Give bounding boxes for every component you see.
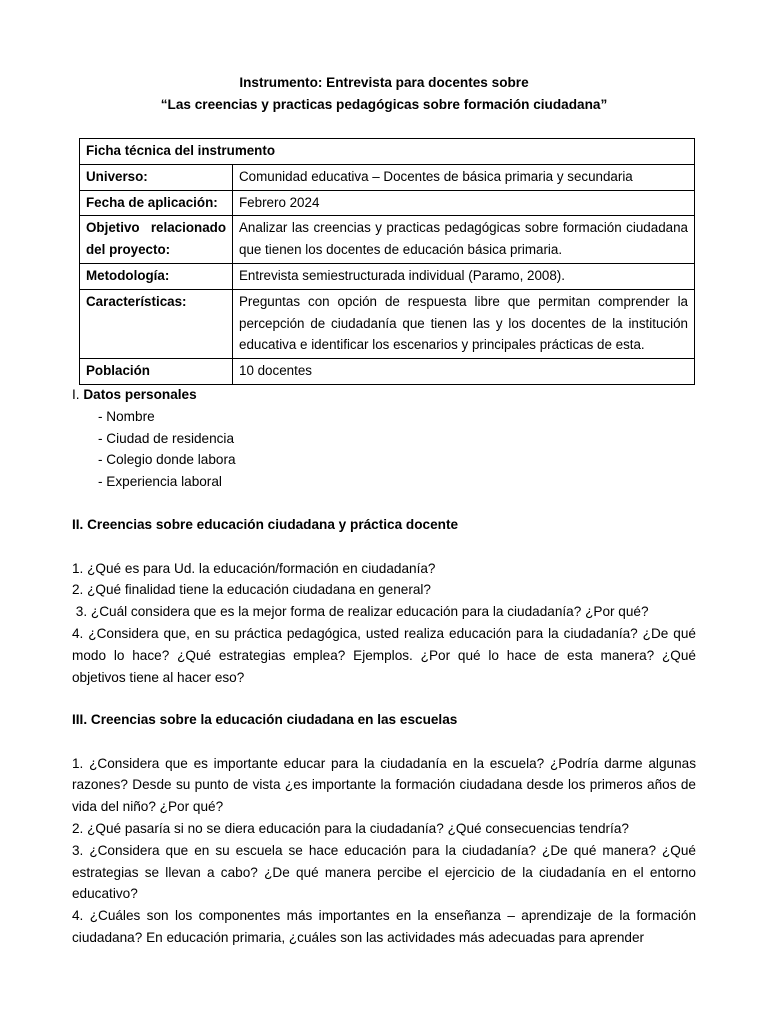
row-value: Analizar las creencias y practicas pedagógicas sobre formación ciudadana que tienen los docentes de educación básica primaria. xyxy=(233,216,695,264)
section-heading xyxy=(72,384,696,406)
question-item: 2. ¿Qué finalidad tiene la educación ciudadana en general? xyxy=(72,582,431,598)
row-label: Características: xyxy=(80,289,233,358)
question-item: 3. ¿Considera que en su escuela se hace educación para la ciudadanía? ¿De qué manera? ¿Qué estrategias se llevan a cabo? ¿De qué manera percibe el ejercicio de la ciudadanía en el entorno educativo? xyxy=(72,842,696,902)
question-item: 2. ¿Qué pasaría si no se diera educación para la ciudadanía? ¿Qué consecuencias tendría? xyxy=(72,820,629,836)
list-item: - Nombre xyxy=(98,408,155,424)
question-item: 4. ¿Considera que, en su práctica pedagógica, usted realiza educación para la ciudadanía? ¿De qué modo lo hace? ¿Qué estrategias emplea? Ejemplos. ¿Por qué lo hace de esta manera? ¿Qué objetivos tiene al hacer eso? xyxy=(72,625,696,685)
row-value: Entrevista semiestructurada individual (Paramo, 2008). xyxy=(233,263,695,289)
row-label: Metodología: xyxy=(80,263,233,289)
table-row xyxy=(80,263,695,289)
table-row xyxy=(80,359,695,385)
list-item: - Colegio donde labora xyxy=(98,452,236,468)
table-header-row xyxy=(80,139,695,165)
question-item: 3. ¿Cuál considera que es la mejor forma de realizar educación para la ciudadanía? ¿Por qué? xyxy=(72,604,649,620)
table-row xyxy=(80,164,695,190)
row-value: Preguntas con opción de respuesta libre que permitan comprender la percepción de ciudadanía que tienen las y los docentes de la institución educativa e identificar los escenarios y principales prácticas de esta. xyxy=(233,289,695,358)
table-row xyxy=(80,289,695,358)
row-value: 10 docentes xyxy=(233,359,695,385)
table-row xyxy=(80,216,695,264)
question-item: 1. ¿Considera que es importante educar para la ciudadanía en la escuela? ¿Podría darme algunas razones? Desde su punto de vista ¿es importante la formación ciudadana desde los primeros años de vida del niño? ¿Por qué? xyxy=(72,755,696,815)
question-item: 1. ¿Qué es para Ud. la educación/formación en ciudadanía? xyxy=(72,560,436,576)
question-item: 4. ¿Cuáles son los componentes más importantes en la enseñanza – aprendizaje de la formación ciudadana? En educación primaria, ¿cuáles son las actividades más adecuadas para aprender xyxy=(72,908,696,945)
row-label: Fecha de aplicación: xyxy=(80,190,233,216)
section-creencias-escuelas xyxy=(72,709,696,949)
section-creencias-practica xyxy=(72,514,696,688)
row-value: Febrero 2024 xyxy=(233,190,695,216)
row-label: Universo: xyxy=(80,164,233,190)
row-value: Comunidad educativa – Docentes de básica primaria y secundaria xyxy=(233,164,695,190)
row-label: Objetivo relacionado del proyecto: xyxy=(80,216,233,264)
list-item: - Experiencia laboral xyxy=(98,474,222,490)
document-subtitle: “Las creencias y practicas pedagógicas sobre formación ciudadana” xyxy=(160,97,608,112)
ficha-tecnica-table xyxy=(79,138,695,385)
section-title: II. Creencias sobre educación ciudadana y práctica docente xyxy=(72,517,459,532)
table-heading: Ficha técnica del instrumento xyxy=(80,139,695,165)
table-row xyxy=(80,190,695,216)
section-datos-personales xyxy=(72,384,696,493)
section-title: Datos personales xyxy=(83,387,197,402)
section-numeral: I. xyxy=(72,387,84,402)
document-title: Instrumento: Entrevista para docentes sobre xyxy=(239,75,529,90)
list-item: - Ciudad de residencia xyxy=(98,430,235,446)
row-label: Población xyxy=(80,359,233,385)
section-title: III. Creencias sobre la educación ciudadana en las escuelas xyxy=(72,712,458,727)
